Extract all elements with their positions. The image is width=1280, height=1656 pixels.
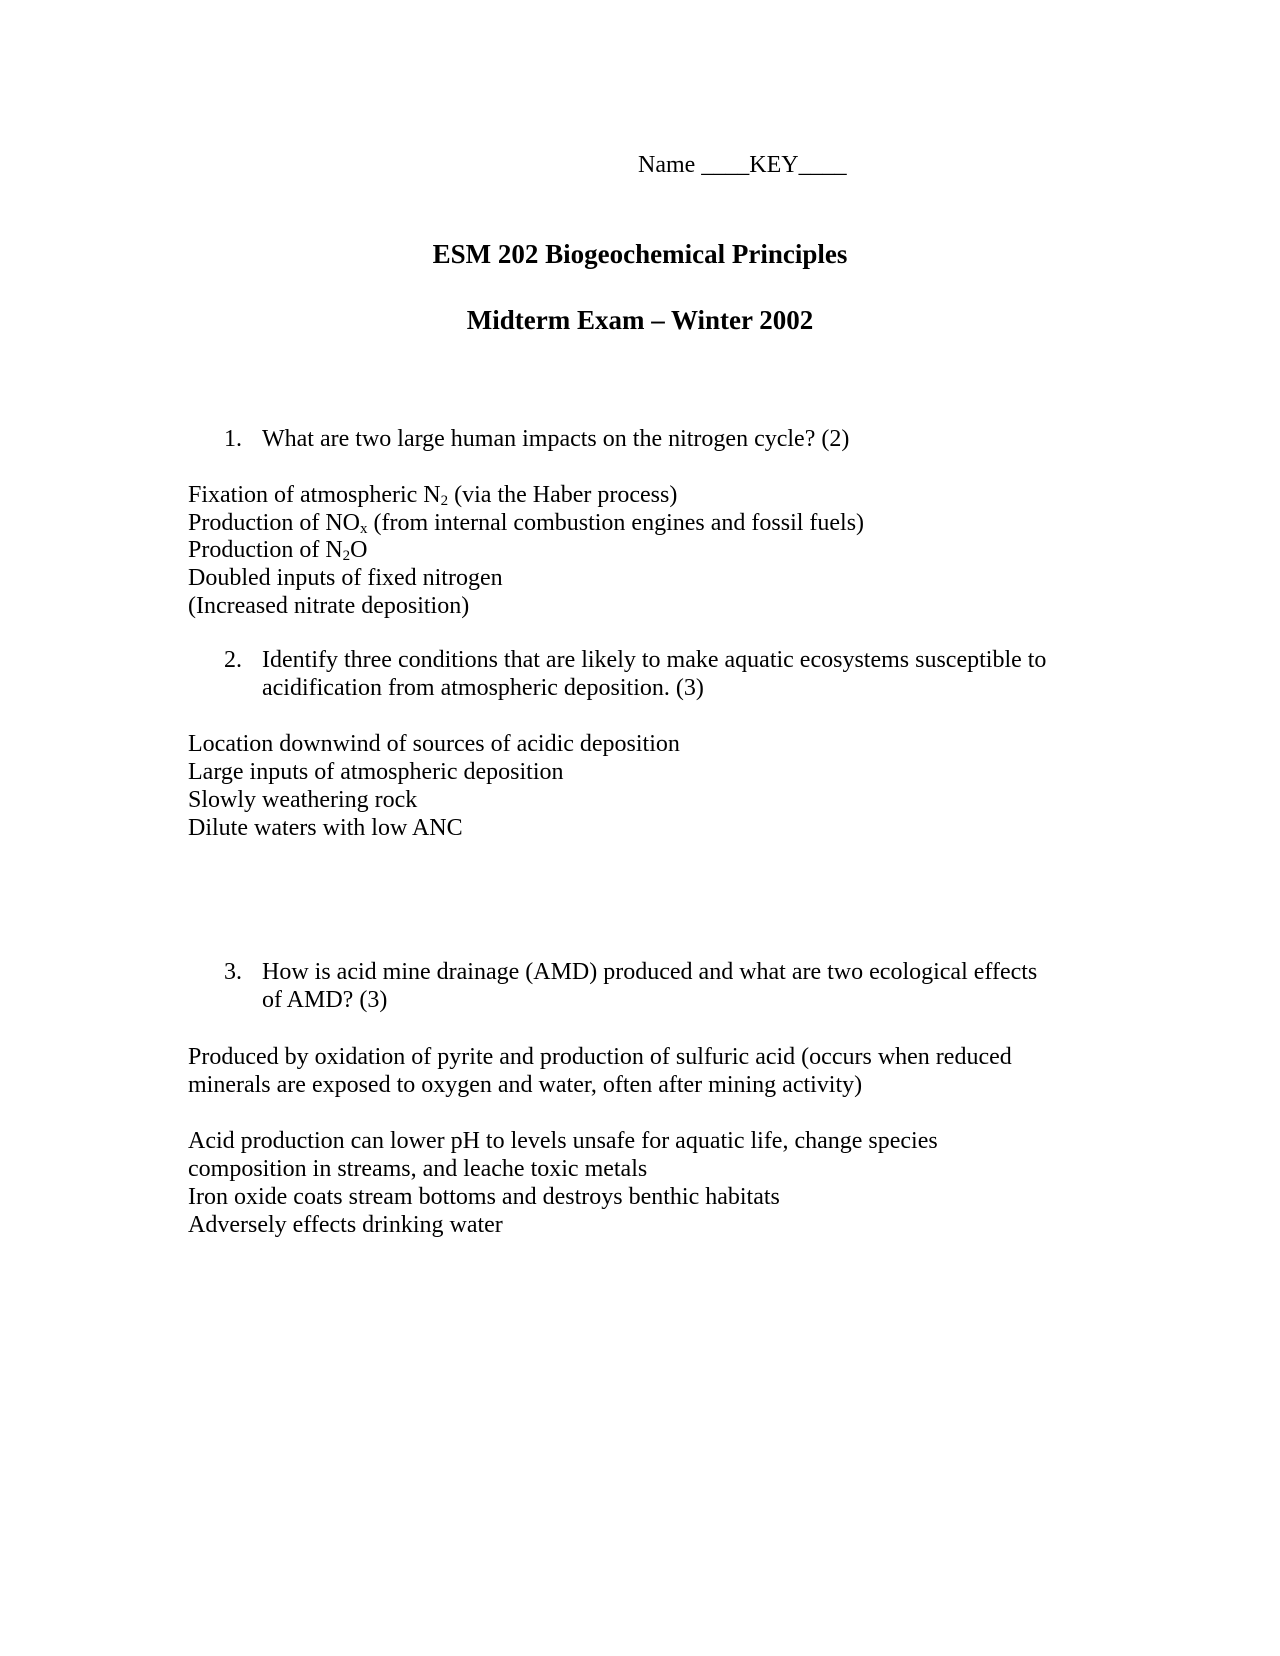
answer-3-line-3: Acid production can lower pH to levels unsafe for aquatic life, change species: [188, 1128, 938, 1154]
answer-2-line-3: Slowly weathering rock: [188, 787, 418, 813]
answer-1-line-2: Production of $NO_x$ (from internal combustion engines and fossil fuels): [188, 510, 865, 537]
exam-title: Midterm Exam – Winter 2002: [466, 305, 814, 335]
answer-1-line-3: Production of $N_2O$: [188, 537, 368, 564]
answer-3-line-6: Adversely effects drinking water: [188, 1212, 503, 1238]
answer-2-line-2: Large inputs of atmospheric deposition: [188, 759, 564, 785]
name-line: Name ____KEY____: [638, 152, 847, 178]
answer-3-line-4: composition in streams, and leache toxic metals: [188, 1156, 648, 1182]
question-3-text-line-2: of AMD? (3): [262, 987, 388, 1013]
question-1-number: 1.: [224, 426, 242, 452]
question-1-text: What are two large human impacts on the nitrogen cycle? (2): [262, 426, 850, 452]
answer-3-line-2: minerals are exposed to oxygen and water, often after mining activity): [188, 1072, 863, 1098]
question-2-text-line-1: Identify three conditions that are likely to make aquatic ecosystems susceptible to: [262, 647, 1047, 673]
answer-3-line-5: Iron oxide coats stream bottoms and destroys benthic habitats: [188, 1184, 780, 1210]
question-3-number: 3.: [224, 959, 242, 985]
answer-2-line-4: Dilute waters with low ANC: [188, 815, 463, 841]
question-2-number: 2.: [224, 647, 242, 673]
answer-1-line-1: Fixation of atmospheric $N_2$ (via the Haber process): [188, 482, 678, 509]
question-3-text-line-1: How is acid mine drainage (AMD) produced and what are two ecological effects: [262, 959, 1038, 985]
answer-3-line-1: Produced by oxidation of pyrite and production of sulfuric acid (occurs when reduced: [188, 1044, 1012, 1070]
question-2-text-line-2: acidification from atmospheric deposition. (3): [262, 675, 704, 701]
answer-2-line-1: Location downwind of sources of acidic deposition: [188, 731, 680, 757]
course-title: ESM 202 Biogeochemical Principles: [432, 239, 848, 269]
answer-1-line-4: Doubled inputs of fixed nitrogen: [188, 565, 503, 591]
answer-1-line-5: (Increased nitrate deposition): [188, 593, 470, 619]
